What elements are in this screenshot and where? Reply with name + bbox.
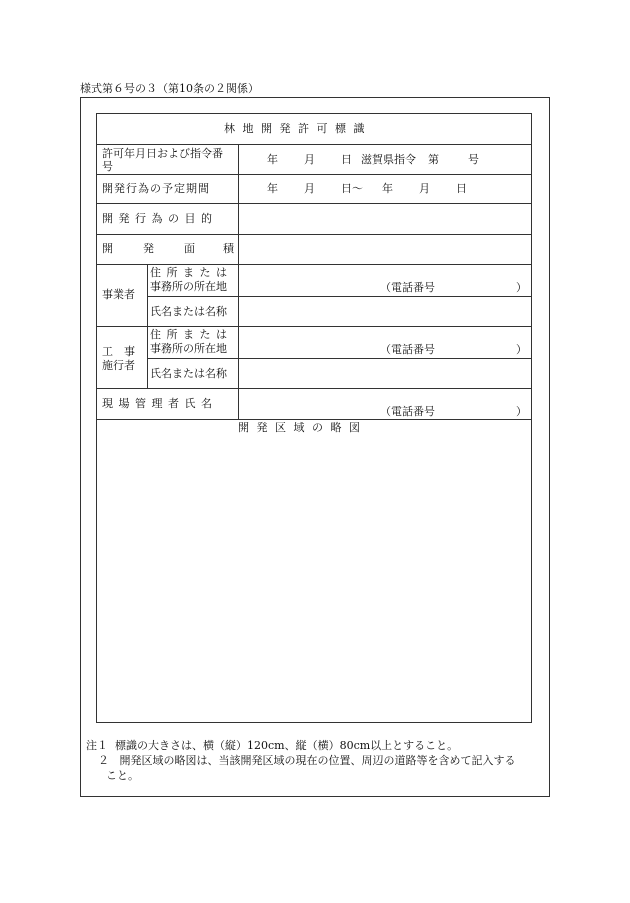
period-start-day: 日〜 bbox=[341, 182, 363, 195]
purpose-label: 開 発 行 為 の 目 的 bbox=[102, 212, 213, 225]
permit-office: 滋賀県指令 bbox=[361, 153, 416, 166]
site-manager-phone-label: （電話番号 bbox=[380, 405, 435, 418]
permit-day-unit: 日 bbox=[341, 153, 352, 166]
operator-name-label: 氏名または名称 bbox=[150, 305, 227, 318]
rule-contractor-inner bbox=[147, 358, 531, 359]
rule-operator-inner bbox=[147, 296, 531, 297]
period-label: 開発行為の予定期間 bbox=[102, 182, 210, 195]
rule-manager bbox=[97, 419, 531, 420]
permit-sign-table bbox=[96, 113, 532, 723]
contractor-label-line2: 施行者 bbox=[102, 359, 135, 372]
rule-area bbox=[97, 264, 531, 265]
note-2-number: ２ bbox=[98, 754, 109, 767]
operator-address-label-line2: 事務所の所在地 bbox=[150, 280, 227, 293]
rule-period bbox=[97, 203, 531, 204]
site-manager-label: 現 場 管 理 者 氏 名 bbox=[102, 397, 213, 410]
permit-dai: 第 bbox=[428, 153, 439, 166]
period-start-month: 月 bbox=[304, 182, 315, 195]
form-number-caption: 様式第６号の３（第10条の２関係） bbox=[80, 82, 259, 95]
permit-date-label-line1: 許可年月日および指令番 bbox=[102, 147, 223, 160]
permit-year-unit: 年 bbox=[267, 153, 278, 166]
permit-date-label-line2: 号 bbox=[102, 160, 113, 173]
note-2 bbox=[86, 753, 546, 768]
note-1-number: 注１ bbox=[86, 739, 108, 752]
contractor-address-label-line1: 住 所 ま た は bbox=[150, 328, 228, 341]
rule-title bbox=[97, 144, 531, 145]
operator-phone-close: ） bbox=[516, 281, 527, 294]
sign-title: 林 地 開 発 許 可 標 識 bbox=[224, 122, 367, 135]
permit-go: 号 bbox=[468, 153, 479, 166]
area-label-char-4: 積 bbox=[223, 242, 234, 255]
note-1 bbox=[86, 738, 546, 753]
note-2-continued bbox=[86, 768, 546, 783]
period-start-year: 年 bbox=[267, 182, 278, 195]
rule-purpose bbox=[97, 234, 531, 235]
site-map-label: 開 発 区 域 の 略 図 bbox=[238, 421, 362, 434]
area-label-char-1: 開 bbox=[102, 242, 113, 255]
note-2-text-line2: こと。 bbox=[106, 769, 139, 782]
operator-phone-label: （電話番号 bbox=[380, 281, 435, 294]
rule-contractor bbox=[97, 388, 531, 389]
area-label-char-2: 発 bbox=[143, 242, 154, 255]
contractor-name-label: 氏名または名称 bbox=[150, 367, 227, 380]
area-label-char-3: 面 bbox=[184, 242, 195, 255]
contractor-address-label-line2: 事務所の所在地 bbox=[150, 342, 227, 355]
rule-label-column bbox=[238, 144, 239, 419]
period-end-day: 日 bbox=[456, 182, 467, 195]
permit-month-unit: 月 bbox=[304, 153, 315, 166]
operator-label: 事業者 bbox=[102, 288, 135, 301]
note-1-text: 標識の大きさは、横（縦）120cm、縦（横）80cm以上とすること。 bbox=[115, 739, 459, 752]
rule-sublabel-column bbox=[147, 264, 148, 388]
period-end-year: 年 bbox=[382, 182, 393, 195]
contractor-label-line1: 工 事 bbox=[102, 345, 135, 358]
contractor-phone-label: （電話番号 bbox=[380, 343, 435, 356]
notes bbox=[86, 738, 546, 783]
operator-address-label-line1: 住 所 ま た は bbox=[150, 266, 228, 279]
period-end-month: 月 bbox=[419, 182, 430, 195]
note-2-text-line1: 開発区域の略図は、当該開発区域の現在の位置、周辺の道路等を含めて記入する bbox=[119, 754, 516, 767]
rule-operator bbox=[97, 326, 531, 327]
rule-permit bbox=[97, 174, 531, 175]
site-manager-phone-close: ） bbox=[516, 405, 527, 418]
contractor-phone-close: ） bbox=[516, 343, 527, 356]
